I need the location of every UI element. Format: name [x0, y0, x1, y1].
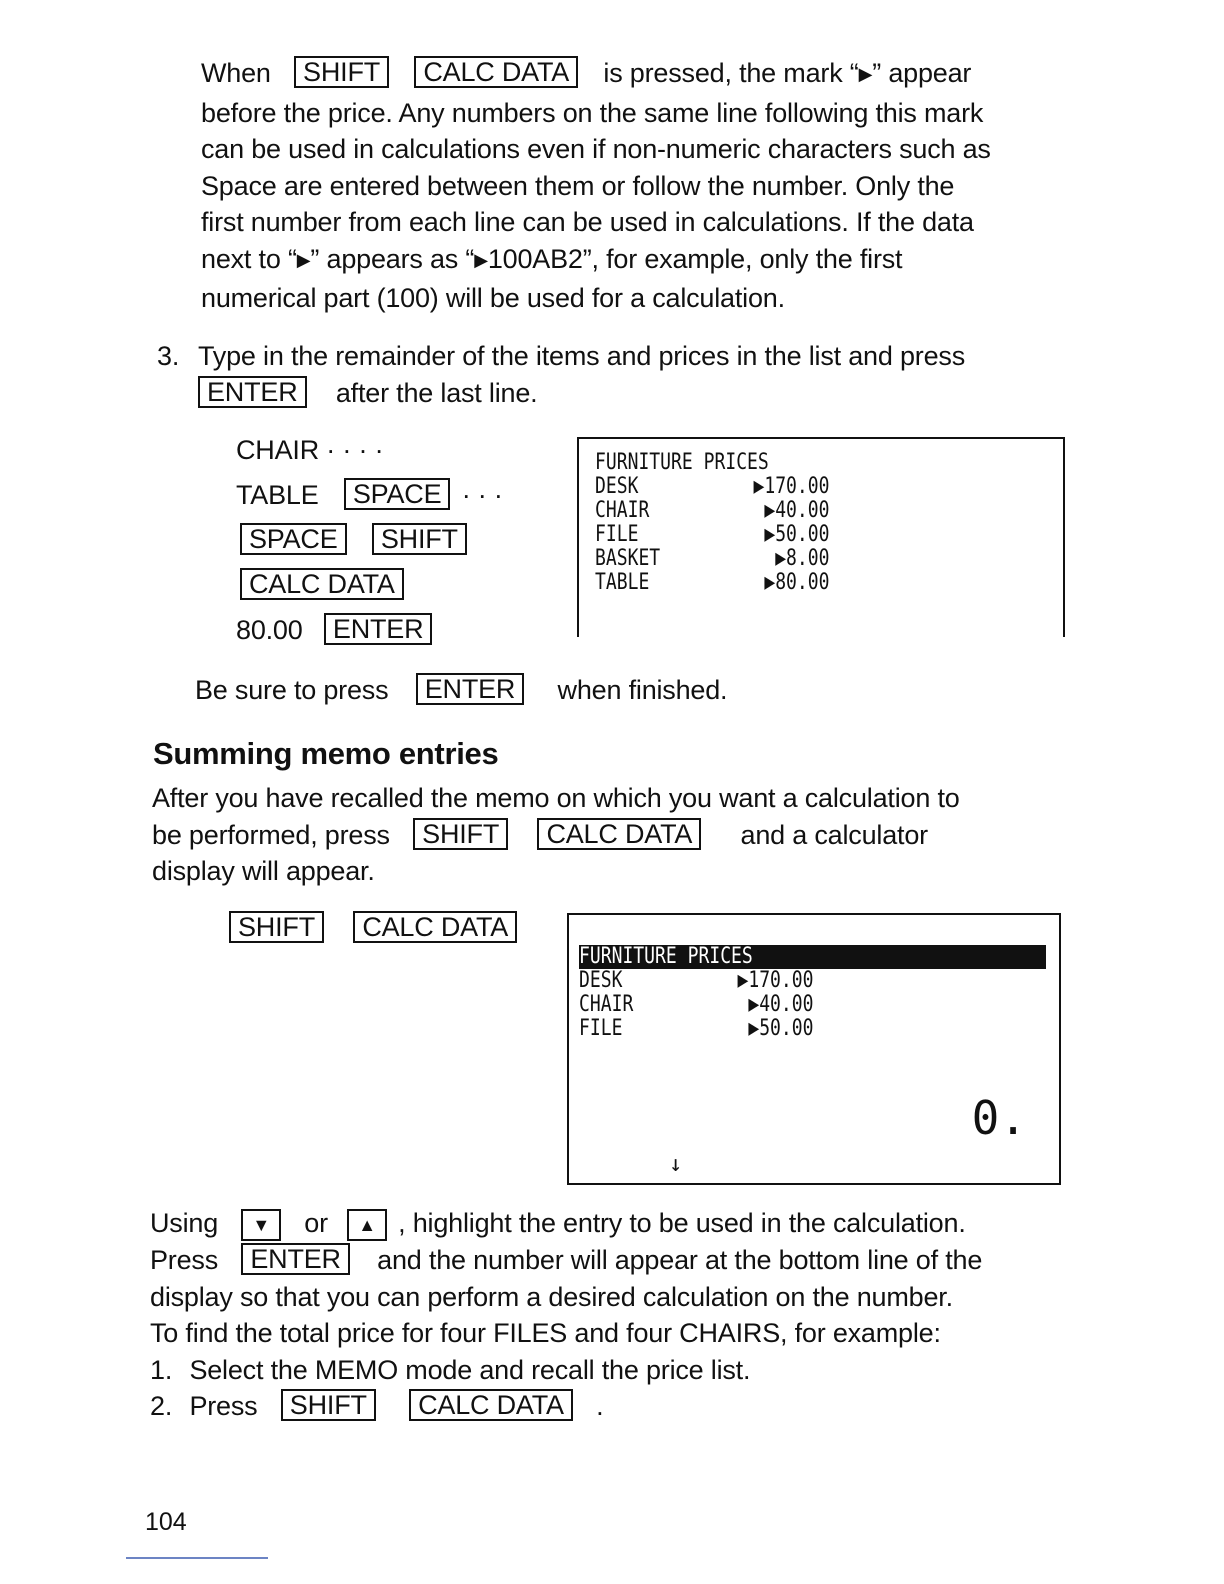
- lcd-row: [579, 969, 962, 993]
- down-arrow-key: ▼: [241, 1209, 281, 1241]
- lcd-row: [595, 475, 979, 499]
- lcd-display-list: [577, 437, 1065, 637]
- shift-key: SHIFT: [229, 911, 324, 943]
- lcd-row-price: ▶50.00: [764, 522, 830, 547]
- step-3: [198, 338, 965, 411]
- lcd-row-item: TABLE: [595, 570, 650, 595]
- section-line-3: display will appear.: [152, 856, 375, 886]
- using-line-2: [150, 1242, 982, 1279]
- using-text: or: [304, 1208, 328, 1238]
- lcd-rows: [595, 475, 1063, 595]
- lcd-display-calc: [567, 913, 1061, 1185]
- lcd-row-item: FILE: [595, 522, 639, 547]
- sequence-text: TABLE: [236, 480, 319, 510]
- using-text: and the number will appear at the bottom line of the: [377, 1245, 983, 1275]
- lcd-row: [595, 523, 979, 547]
- intro-line-7: numerical part (100) will be used for a calculation.: [201, 283, 785, 313]
- shift-key: SHIFT: [372, 523, 467, 555]
- step-3-text: after the last line.: [335, 377, 538, 408]
- lcd-row: [579, 993, 962, 1017]
- lcd-row-item: CHAIR: [595, 498, 650, 523]
- sequence-amount-text: 80.00: [236, 615, 303, 645]
- lcd-row: [579, 1017, 962, 1041]
- using-text: Press: [150, 1245, 219, 1275]
- using-step-1: [150, 1352, 982, 1389]
- lcd-row-item: FILE: [579, 1016, 623, 1041]
- key-sequence: [236, 428, 503, 653]
- lcd-row-item: BASKET: [595, 546, 661, 571]
- lcd-title: FURNITURE PRICES: [595, 450, 769, 475]
- scroll-down-icon: ↓: [669, 1152, 683, 1177]
- using-paragraph: [150, 1205, 982, 1425]
- intro-text: is pressed, the mark “: [603, 58, 859, 88]
- mark-icon: ▶: [474, 249, 488, 270]
- intro-line-2: before the price. Any numbers on the same line following this mark: [201, 97, 984, 128]
- using-text: Using: [150, 1208, 219, 1238]
- enter-key: ENTER: [241, 1243, 350, 1275]
- intro-line-4: Space are entered between them or follow the number. Only the: [201, 170, 955, 201]
- lcd-row: [595, 547, 979, 571]
- section-text: be performed, press: [152, 819, 390, 850]
- step-text: .: [596, 1391, 604, 1421]
- lcd-row-price: ▶80.00: [764, 570, 830, 595]
- lcd-row-price: ▶170.00: [737, 968, 814, 993]
- lcd-row-price: ▶40.00: [748, 992, 814, 1017]
- calc-key-pair: [229, 910, 521, 947]
- lcd-row-item: DESK: [595, 474, 639, 499]
- lcd-title: FURNITURE PRICES: [579, 944, 753, 969]
- sequence-dots: · · ·: [461, 480, 503, 510]
- step-3-line-2: [198, 375, 965, 412]
- step-text: Select the MEMO mode and recall the price list.: [189, 1354, 751, 1385]
- mark-icon: ▶: [296, 249, 311, 270]
- section-heading: Summing memo entries: [153, 736, 499, 771]
- lcd-row-price: ▶40.00: [764, 498, 830, 523]
- sequence-amount: [236, 608, 503, 653]
- shift-key: SHIFT: [413, 818, 508, 850]
- using-line-4: To find the total price for four FILES and four CHAIRS, for example:: [150, 1318, 941, 1348]
- lcd-row-price: ▶8.00: [775, 546, 830, 571]
- be-sure-text: when finished.: [557, 675, 728, 705]
- space-key: SPACE: [344, 478, 451, 510]
- sequence-table: [236, 473, 503, 518]
- section-line-1: After you have recalled the memo on which you want a calculation to: [152, 783, 960, 813]
- calc-data-key: CALC DATA: [537, 818, 701, 850]
- calc-data-key: CALC DATA: [409, 1389, 573, 1421]
- lcd-row: [595, 499, 979, 523]
- up-arrow-key: ▲: [347, 1209, 387, 1241]
- space-key: SPACE: [240, 523, 347, 555]
- section-text: and a calculator: [740, 819, 928, 850]
- mark-icon: ▶: [858, 64, 873, 84]
- lcd-row: [595, 571, 979, 595]
- calc-data-key: CALC DATA: [414, 56, 578, 88]
- shift-key: SHIFT: [281, 1389, 376, 1421]
- be-sure-line: [195, 672, 727, 709]
- intro-text: When: [201, 58, 271, 88]
- using-line-3: display so that you can perform a desired calculation on the number.: [150, 1281, 953, 1312]
- sequence-chair: CHAIR · · · ·: [236, 435, 384, 465]
- step-3-number: 3.: [157, 341, 180, 371]
- shift-key: SHIFT: [294, 56, 389, 88]
- calc-data-key: CALC DATA: [353, 911, 517, 943]
- be-sure-text: Be sure to press: [195, 675, 389, 705]
- lcd-row-item: CHAIR: [579, 992, 634, 1017]
- footer-rule: [126, 1557, 268, 1559]
- intro-line-6: [201, 241, 991, 281]
- intro-line-5: first number from each line can be used in calculations. If the data: [201, 207, 974, 237]
- sequence-space-shift: [236, 518, 503, 563]
- intro-line-1: [201, 55, 991, 95]
- enter-key: ENTER: [416, 673, 525, 705]
- intro-text: ” appears as “: [310, 243, 475, 274]
- sequence-calc: [236, 563, 503, 608]
- intro-text: ” appear: [872, 58, 972, 88]
- step-number: 1.: [150, 1354, 173, 1385]
- intro-paragraph: [201, 55, 991, 317]
- using-step-2: [150, 1388, 982, 1425]
- intro-line-3: can be used in calculations even if non-numeric characters such as: [201, 134, 991, 164]
- lcd-row-price: ▶170.00: [753, 474, 830, 499]
- enter-key: ENTER: [198, 376, 307, 408]
- using-text: , highlight the entry to be used in the calculation.: [398, 1208, 966, 1238]
- lcd-highlight-title: [579, 945, 1046, 969]
- intro-text: next to “: [201, 243, 297, 274]
- section-paragraph: [152, 780, 960, 890]
- section-line-2: [152, 817, 960, 854]
- step-text: Press: [189, 1391, 258, 1421]
- intro-text: 100AB2”, for example, only the first: [487, 243, 903, 274]
- enter-key: ENTER: [324, 613, 433, 645]
- lcd-result: 0.: [971, 1091, 1027, 1145]
- lcd-row-price: ▶50.00: [748, 1016, 814, 1041]
- lcd-row-item: DESK: [579, 968, 623, 993]
- step-3-line-1: Type in the remainder of the items and prices in the list and press: [198, 341, 966, 371]
- lcd-rows: [579, 969, 1046, 1041]
- using-line-1: [150, 1205, 982, 1242]
- page-number: 104: [145, 1508, 187, 1536]
- step-number: 2.: [150, 1391, 173, 1421]
- calc-data-key: CALC DATA: [240, 568, 404, 600]
